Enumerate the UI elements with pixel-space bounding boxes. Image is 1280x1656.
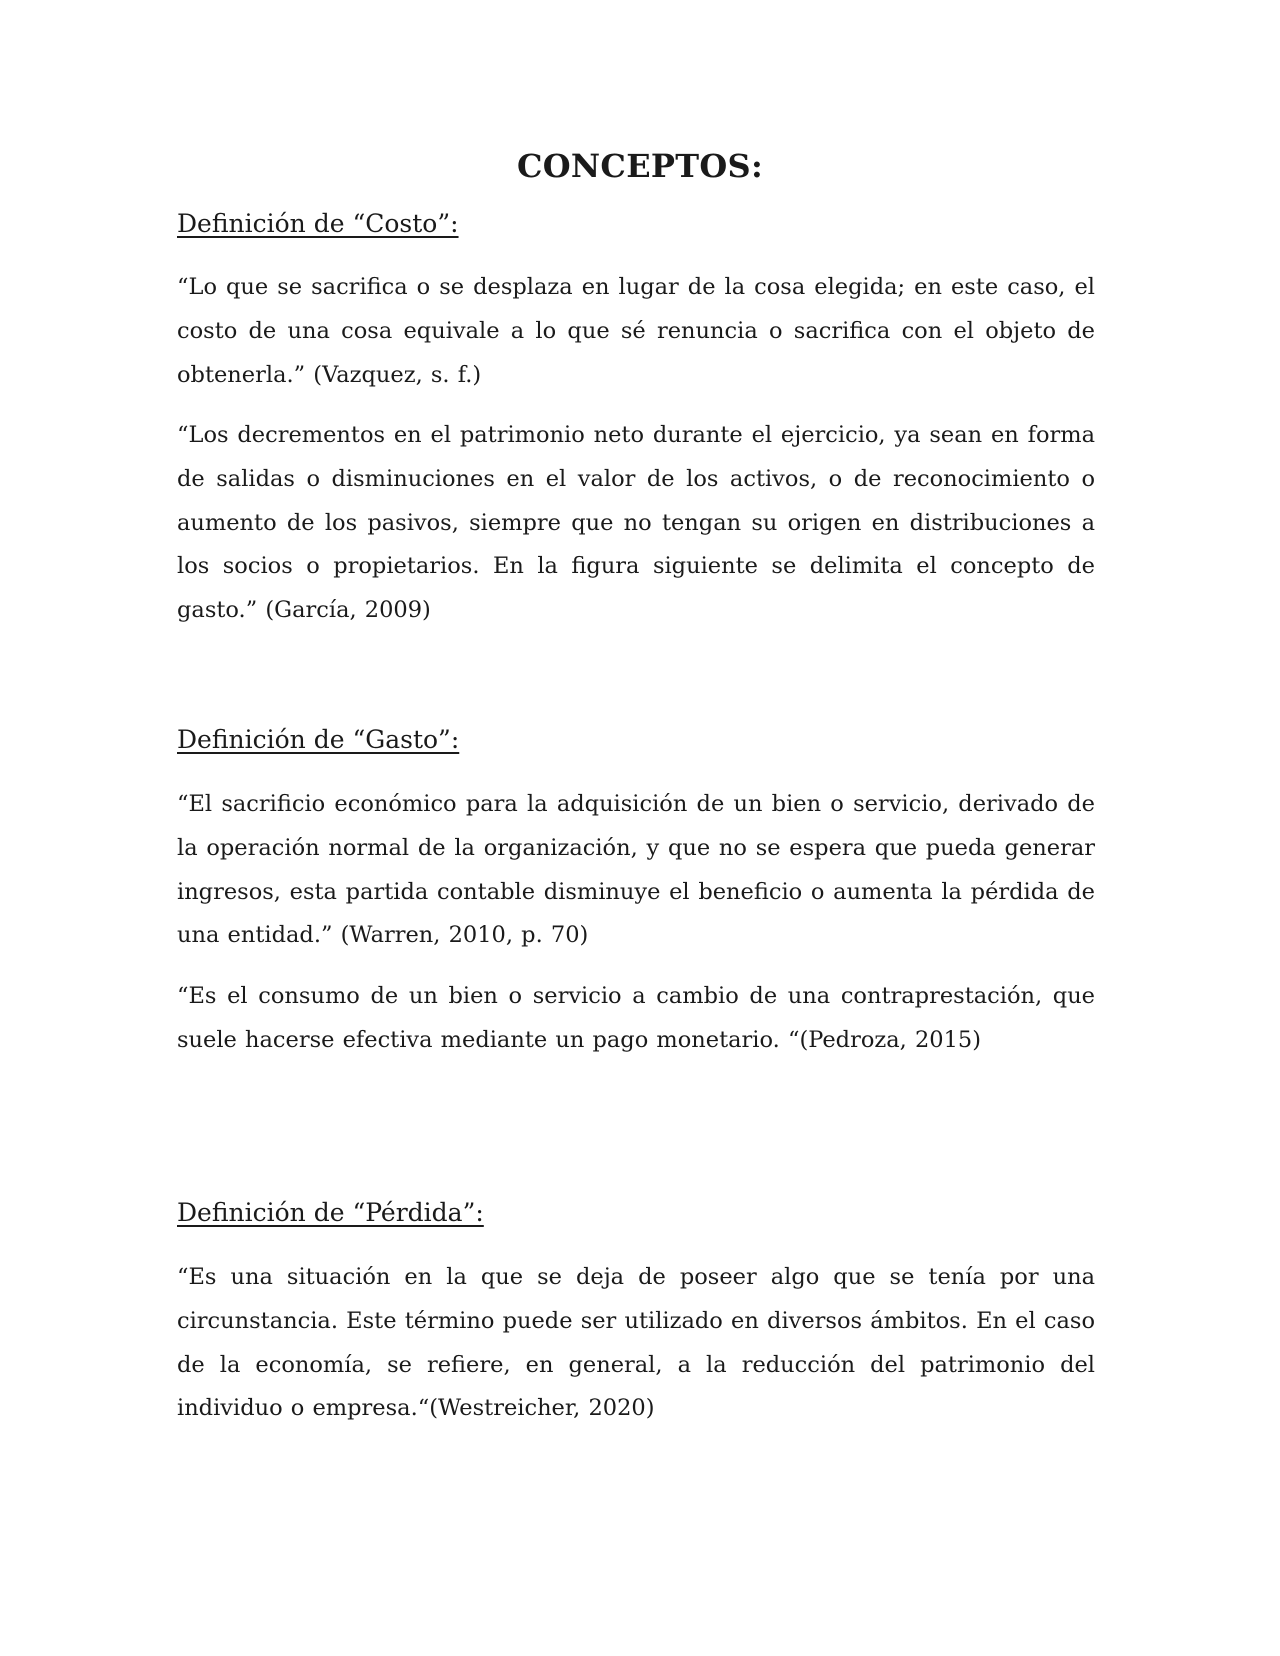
page-title: CONCEPTOS: <box>516 147 764 185</box>
section-heading-costo: Definición de “Costo”: <box>177 209 459 238</box>
gasto-definition-paragraph-2: “Es el consumo de un bien o servicio a cambio de una contraprestación, que suele hacerse efectiva mediante un pago monetario. “(Pedroza, 2015) <box>177 983 1095 1053</box>
perdida-definition-paragraph-1: “Es una situación en la que se deja de poseer algo que se tenía por una circunstancia. Este término puede ser utilizado en diversos ámbitos. En el caso de la economía, se refiere, en general, a la reducción del patrimonio del individuo o empresa.“(Westreicher, 2020) <box>177 1264 1095 1422</box>
costo-definition-paragraph-2: “Los decrementos en el patrimonio neto durante el ejercicio, ya sean en forma de salidas o disminuciones en el valor de los activos, o de reconocimiento o aumento de los pasivos, siempre que no tengan su origen en distribuciones a los socios o propietarios. En la figura siguiente se delimita el concepto de gasto.” (García, 2009) <box>177 422 1095 624</box>
costo-definition-paragraph-1: “Lo que se sacrifica o se desplaza en lugar de la cosa elegida; en este caso, el costo de una cosa equivale a lo que sé renuncia o sacrifica con el objeto de obtenerla.” (Vazquez, s. f.) <box>177 274 1095 388</box>
section-heading-perdida: Definición de “Pérdida”: <box>177 1198 484 1227</box>
section-heading-gasto: Definición de “Gasto”: <box>177 725 460 754</box>
gasto-definition-paragraph-1: “El sacrificio económico para la adquisición de un bien o servicio, derivado de la operación normal de la organización, y que no se espera que pueda generar ingresos, esta partida contable disminuye el beneficio o aumenta la pérdida de una entidad.” (Warren, 2010, p. 70) <box>177 791 1095 949</box>
